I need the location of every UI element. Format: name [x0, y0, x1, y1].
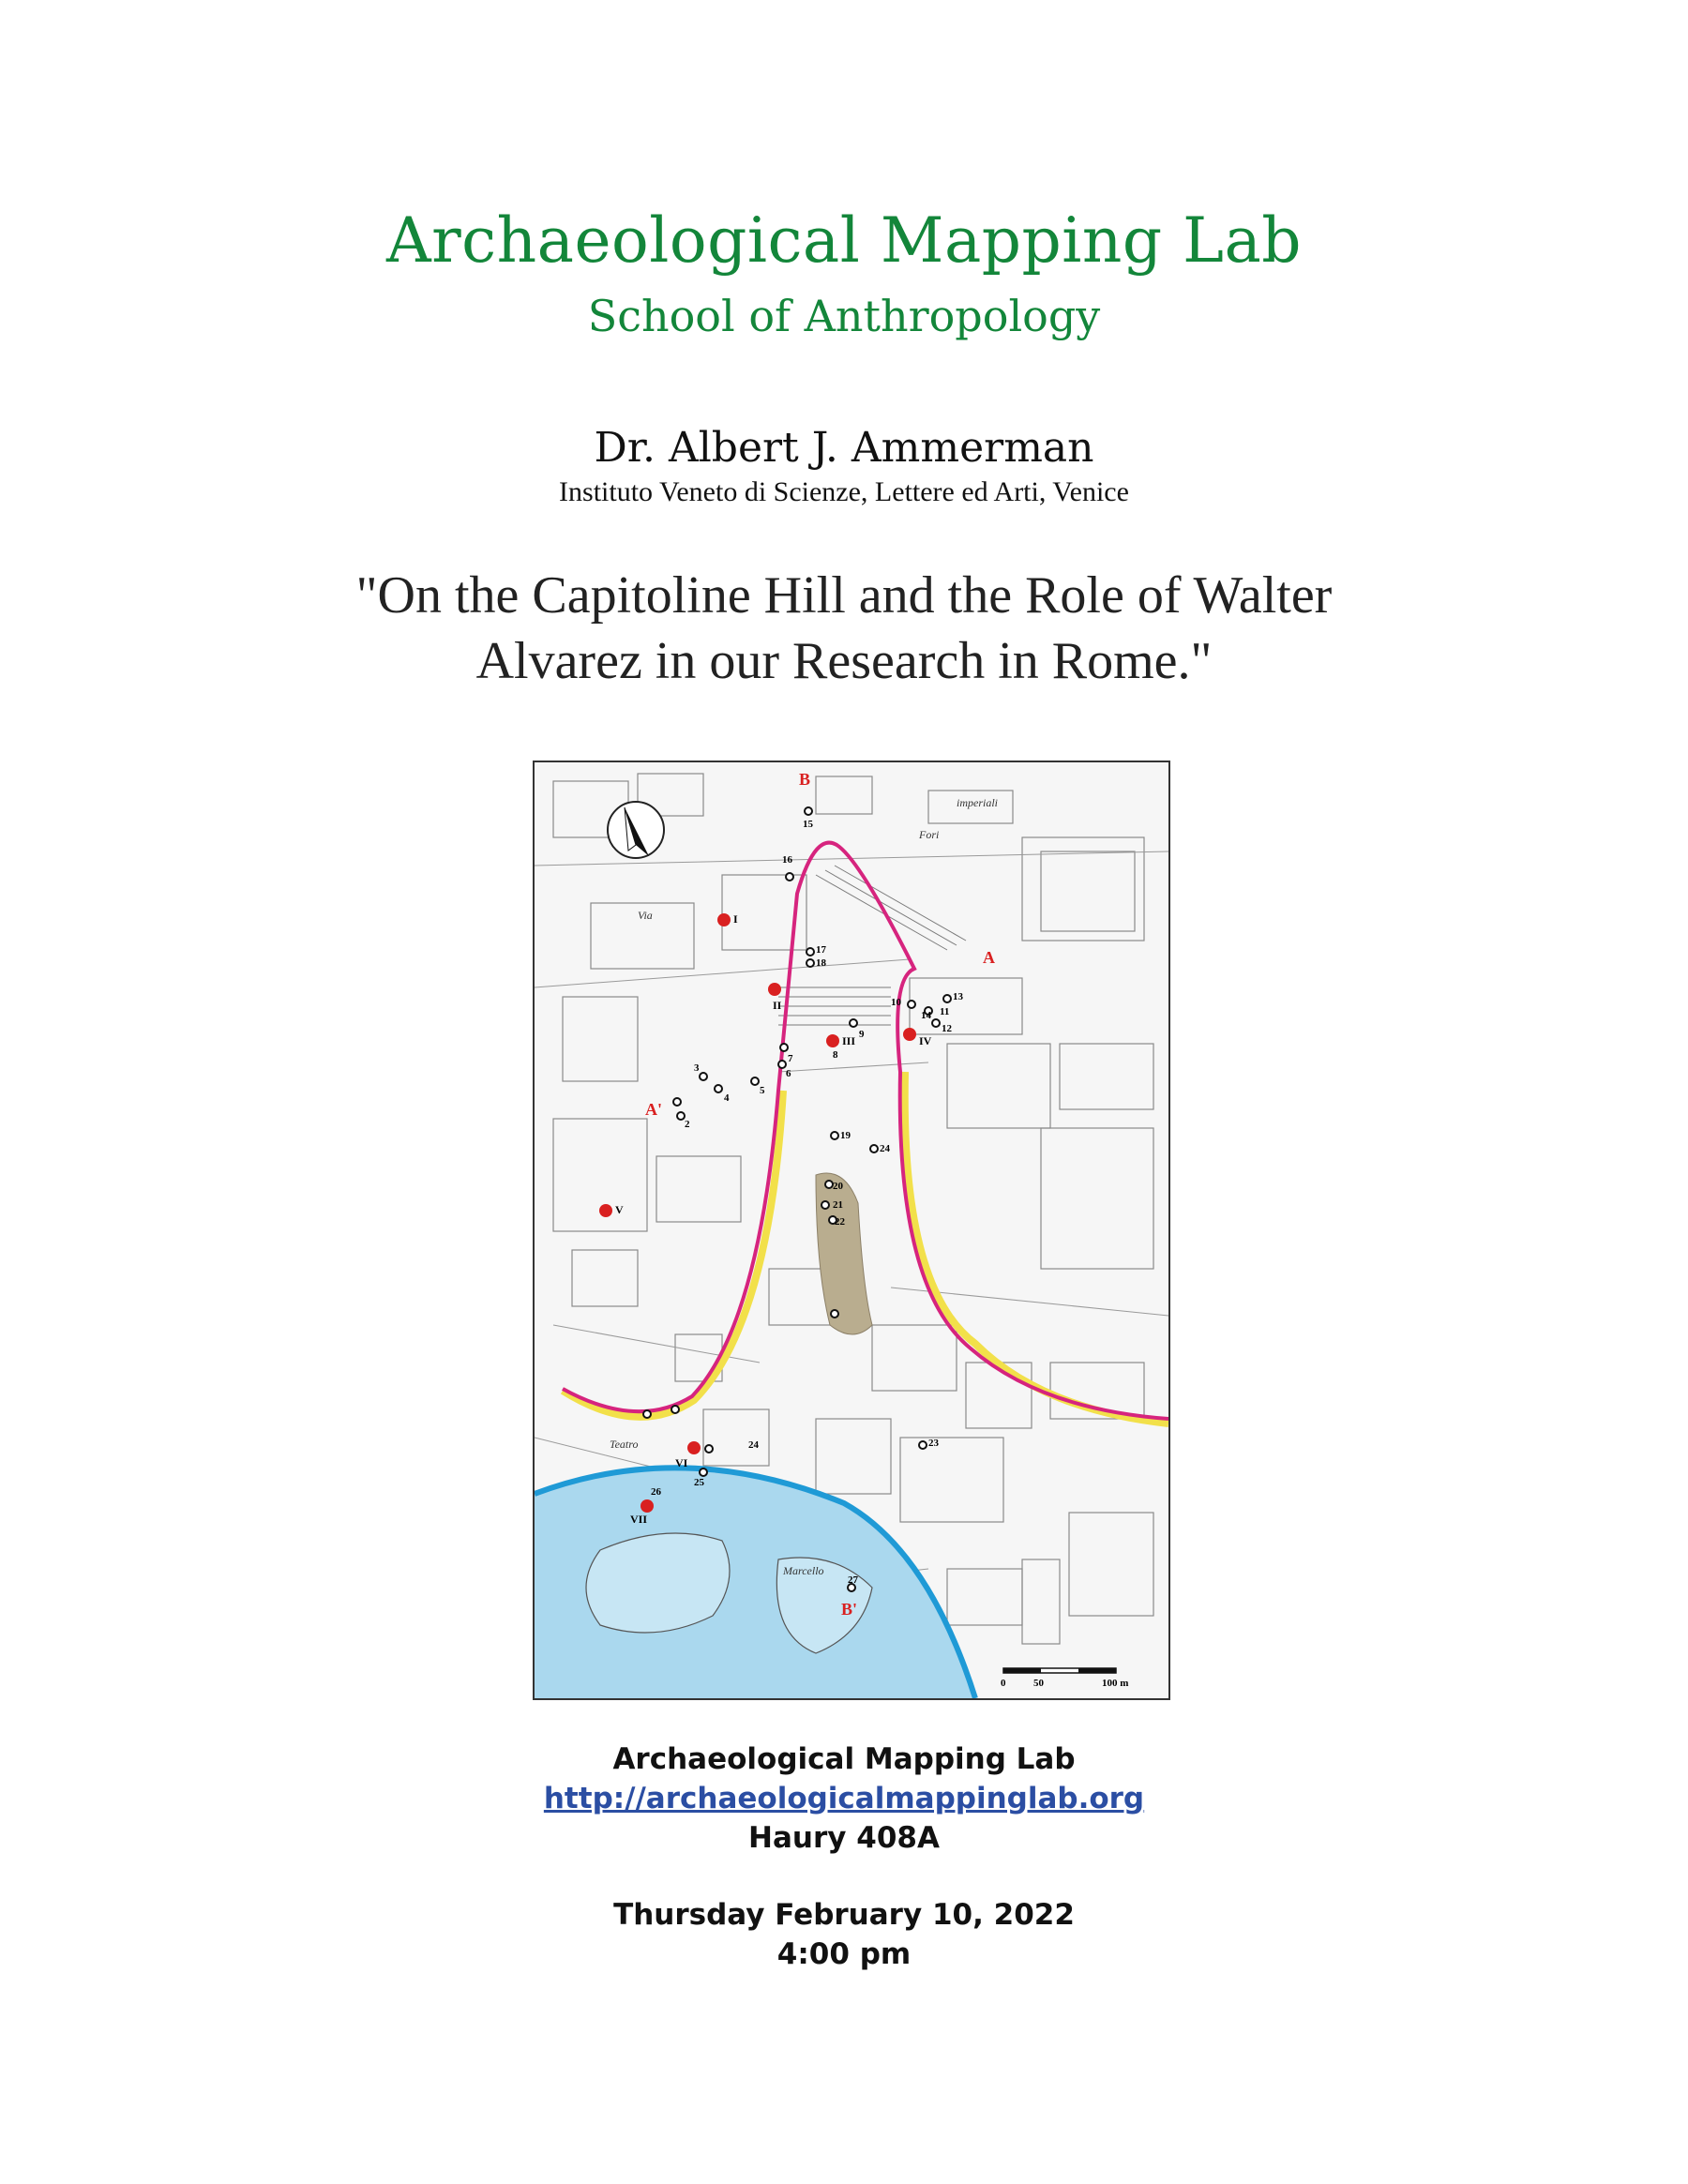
talk-title-line-2: Alvarez in our Research in Rome."	[475, 632, 1213, 690]
borehole-label-26: 26	[651, 1486, 661, 1498]
site-label-i: I	[733, 912, 738, 926]
marker-a-left: A'	[645, 1100, 662, 1119]
footer-room: Haury 408A	[748, 1821, 940, 1855]
borehole-label-7: 7	[788, 1053, 793, 1064]
scale-label-100: 100 m	[1102, 1678, 1129, 1689]
scale-label-0: 0	[1001, 1678, 1006, 1689]
borehole-label-22: 22	[835, 1216, 845, 1228]
borehole-label-17: 17	[816, 944, 826, 956]
lab-website-link[interactable]: http://archaeologicalmappinglab.org	[543, 1782, 1145, 1815]
site-label-vi: VI	[675, 1456, 688, 1469]
footer-url-row	[0, 1782, 1688, 1815]
lab-title: Archaeological Mapping Lab	[385, 204, 1303, 277]
event-time: 4:00 pm	[776, 1937, 912, 1971]
borehole-label-4: 4	[724, 1092, 730, 1104]
borehole-label-13: 13	[953, 991, 963, 1002]
borehole-label-27: 27	[848, 1574, 858, 1586]
site-label-iii: III	[842, 1034, 856, 1047]
school-subtitle: School of Anthropology	[587, 291, 1101, 341]
marker-b-prime: B'	[841, 1600, 858, 1619]
north-arrow-icon	[608, 802, 664, 858]
scale-label-50: 50	[1033, 1678, 1044, 1689]
borehole-label-9: 9	[859, 1029, 865, 1040]
borehole-label-24: 24	[748, 1439, 759, 1451]
borehole-label-10: 10	[891, 997, 901, 1008]
borehole-label-12: 12	[942, 1023, 952, 1034]
borehole-label-3: 3	[694, 1062, 700, 1074]
site-label-v: V	[615, 1203, 624, 1216]
site-map	[533, 761, 1170, 1700]
talk-title-line-1: "On the Capitoline Hill and the Role of Walter	[355, 566, 1333, 625]
footer-lab-name: Archaeological Mapping Lab	[612, 1742, 1076, 1776]
street-label-via: Via	[638, 909, 653, 922]
borehole-label-20: 20	[833, 1181, 843, 1192]
street-label-imperiali: imperiali	[957, 796, 998, 809]
borehole-label-14: 14	[921, 1010, 931, 1021]
borehole-label-19: 19	[840, 1130, 851, 1141]
site-label-vii: VII	[630, 1513, 648, 1526]
borehole-label-8: 8	[833, 1049, 838, 1061]
street-label-teatro: Teatro	[610, 1438, 639, 1451]
borehole-label-24-top: 24	[880, 1143, 890, 1154]
talk-title	[0, 563, 1688, 694]
borehole-label-15: 15	[803, 819, 813, 830]
site-label-ii: II	[773, 999, 782, 1012]
borehole-label-2: 2	[685, 1119, 690, 1130]
borehole-label-25: 25	[694, 1477, 704, 1488]
borehole-label-11: 11	[940, 1006, 950, 1017]
map-drawing	[535, 762, 1168, 1698]
borehole-label-18: 18	[816, 957, 826, 969]
borehole-label-5: 5	[760, 1085, 765, 1096]
speaker-name: Dr. Albert J. Ammerman	[594, 424, 1094, 472]
site-label-iv: IV	[919, 1034, 932, 1047]
marker-a-right: A	[983, 948, 995, 967]
speaker-affiliation: Instituto Veneto di Scienze, Lettere ed Arti, Venice	[559, 476, 1129, 507]
marker-b: B	[799, 770, 811, 789]
street-label-fori: Fori	[919, 828, 940, 841]
street-label-marcello: Marcello	[783, 1564, 824, 1577]
borehole-label-23: 23	[928, 1438, 939, 1449]
event-date: Thursday February 10, 2022	[613, 1898, 1075, 1932]
borehole-label-16: 16	[782, 854, 792, 866]
borehole-label-21: 21	[833, 1199, 843, 1211]
borehole-label-6: 6	[786, 1068, 791, 1079]
